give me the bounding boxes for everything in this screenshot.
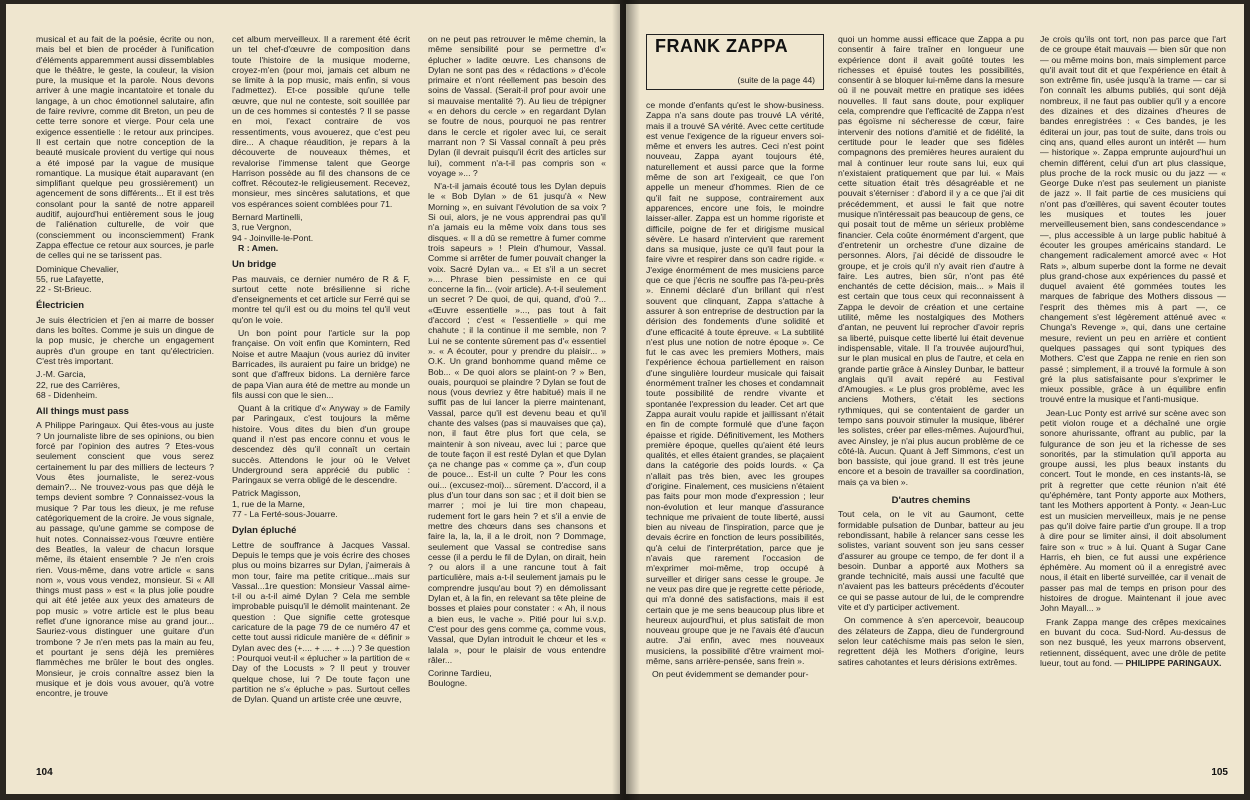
article-paragraph: On commence à s'en apercevoir, beaucoup des zélateurs de Zappa, dieu de l'underground selon leur catéchisme mais pas selon le sien, regrettent déjà les Mothers d'origine, leurs satires cahotantes et leurs dérisions extrêmes. bbox=[838, 615, 1024, 667]
editor-reply: R : Amen. bbox=[238, 242, 279, 253]
letter-signature-city: 22 - St-Brieuc. bbox=[36, 284, 92, 295]
article-paragraph bbox=[1040, 617, 1226, 668]
letter-signature-address: 1, rue de la Marne, bbox=[232, 498, 305, 509]
article-paragraph: Je crois qu'ils ont tort, non pas parce que l'art de ce groupe était mauvais — bien sûr que non — ou même moins bon, mais simplement parce qu'il avait tout dit et que l'expérience en était à son extrême fin, usée jusqu'à la trame — car si l'on connaît les albums publiés, qui sont déjà nombreux, il ne faut pas oublier qu'il y a encore des dizaines et des dizaines d'heures de bandes enregistrées : « Ces bandes, je les éditerai un jour, pas tout de suite, dans trois ou cinq ans, quand elles auront un intérêt — hum — historique ». Zappa emprunte aujourd'hui un chemin différent, celui d'un art plus classique, plus proche de la rock music ou du jazz — « George Duke n'est pas seulement un pianiste de jazz ». Il fait partie de ces musiciens qui n'ont pas d'œillères, qui savent écouter toutes les musiques et toutes les jouer merveilleusement bien, sans condescendance » —, plus accessible à un large public habitué à écouter les groupes américains standard. Le changement radicalement amorcé avec « Hot Rats », album superbe dont la forme ne devait plus grand-chose aux expériences du passé et duquel avaient été gommées toutes les marques de fabrique des Mothers dissous — l'esprit des thèmes mis à part —, ce changement s'est légèrement atténué avec « Chunga's Revenge », qui, dans une certaine mesure, revient un peu en arrière et contient quelques passages qui sont typiques des Mothers. C'est que Zappa ne renie en rien son passé ; simplement, il a trouvé la formule à son gré la plus satisfaisante pour s'exprimer le mieux possible, grâce à un équilibre enfin trouvé entre la musique et l'anti-musique. bbox=[1040, 34, 1226, 405]
letter-paragraph: Pas mauvais, ce dernier numéro de R & F, surtout cette note brésilienne si riche d'enseignements et cet article sur Ferré qui se montre tel qu'il est ou du moins tel qu'il veut qu'on le voie. bbox=[232, 273, 410, 325]
letter-signature-name: J.-M. Garcia, bbox=[36, 369, 86, 380]
article-title: FRANK ZAPPA bbox=[655, 36, 789, 56]
letter-paragraph: N'a-t-il jamais écouté tous les Dylan depuis le « Bob Dylan » de 61 jusqu'à « New Morning », en suivant l'évolution de sa voix ? Si oui, alors, je ne vous apprendrai pas qu'il n'a jamais eu la même voix dans tous ses disques. « Il a dû se remettre à fumer comme trois sapeurs » ! Plein d'humour, Vassal. Comme si arrêter de fumer pouvait changer la voix. Sacré Dylan va... « Et s'il a un secret ».... Phrase bien pessimiste en ce qui concerne la fin... (voir article). A-t-il seulement un secret ? De quoi, de qui, quand, d'où ?... «Œuvre essentielle »..., pas tout à fait d'accord ; c'est « l'essentielle » qui me chahute ; il la continue il me semble, non ? Lui ne se contente sûrement pas d'« essentiel ». « A écouter, pour y prendre du plaisir... » O.K. Un grand bonhomme quand même ce Bob... « De quoi alors se plaint-on ? » Ben, ouais, pourquoi se plaindre ? Dylan se fout de nous (vous devriez y être habitué) mais il ne suffit pas de lui lancer la pierre maintenant, Vassal, parce qu'il est devenu beau et qu'il chante des valses (pas si mauvaises que ça), non, il faut être plus fort que cela, se maintenir à son niveau, avec lui ; parce que de toute façon il est resté Dylan et que Dylan ça ne change pas « comme ça », d'un coup de pouce... Est-il un culte ? Pour les cons oui... (excusez-moi)... sûrement. D'accord, il a plus d'un tour dans son sac ; et il doit bien se marrer ; moi je lui tire mon chapeau, rudement fort le gars hein ? et s'il a envie de mettre des chœurs dans ses chansons et faire la, la, la, il a le droit, non ? Dommage, seulement que Vassal se contredise sans cesse (il a perdu le fil de Dylan, on dirait, hein ? ou alors il a une rancune tout à fait particulière, mais a-t-il seulement jamais pu le comprendre jusqu'au bout ?) en démolissant Dylan et, à la fin, en relevant sa tête pleine de bosses et plaies pour constater : « Ah, il nous a bien eus, le vache ». Pitié pour lui s.v.p. C'est pour des gens comme ça, comme vous, Vassal, que Dylan introduit le chœur et les « lalala », pour le plaisir de vous entendre râler... bbox=[428, 181, 606, 665]
letter-paragraph: on ne peut pas retrouver le même chemin, la même sensibilité pour se permettre d'« éplucher » ladite œuvre. Les chansons de Dylan ne sont pas des « rédactions » d'école primaire et n'ont réellement pas besoin des soins de Vassal. (Serait-il prof pour avoir une si mauvaise mentalité ?). Au lieu de trépigner « en dehors du cercle » en regardant Dylan se foutre de nous, pourquoi ne pas rentrer dans le cercle et rigoler avec lui, ce serait marrant non ? Si Vassal connaît à peu près Dylan (il devrait puisqu'il écrit des articles sur lui), comment n'a-t-il pas compris son « voyage »... ? bbox=[428, 34, 606, 178]
page-number: 105 bbox=[1211, 767, 1228, 778]
left-column-2 bbox=[232, 34, 410, 758]
article-title-box bbox=[646, 34, 824, 90]
right-page bbox=[626, 4, 1244, 794]
letter-heading: Électricien bbox=[36, 300, 85, 312]
letter-paragraph: A Philippe Paringaux. Qui êtes-vous au juste ? Un journaliste libre de ses opinions, ou bien forcé par l'opinion des autres ? Etes-vous seulement conscient que vous serez certainement lu par des milliers de lecteurs ? Vous êtes journaliste, le serez-vous demain?... Ne trouvez-vous pas que déjà le temps devient sombre ? Connaissez-vous la musique ? Par tous les dieux, je me refuse catégoriquement de la croire. Je vous signale, au passage, qu'une gamme se compose de huit notes. Connaissez-vous l'œuvre entière des Beatles, la valeur de chacun lorsque même, ils étaient ensemble ? Je n'en crois rien. Vous-même, dans votre article « sans nom », vous vous vendez, monsieur. Si « All things must pass » est « la plus jolie poudre qui ait été jetée aux yeux des amateurs de pop music » votre article est le plus beau reflet d'une ignorance mise au grand jour... Sauriez-vous distinguer une guitare d'un trombone ? Je n'en mets pas la main au feu, et pourtant je sens déjà les premières flammèches me brûler le bout des ongles. Monsieur, je crois connaître assez bien la musique et je dois vous avouer, qu'à votre encontre, je trouve bbox=[36, 420, 214, 699]
letter-signature-city: 68 - Didenheim. bbox=[36, 389, 98, 400]
letter-signature-city: 77 - La Ferté-sous-Jouarre. bbox=[232, 509, 338, 520]
letter-paragraph: cet album merveilleux. Il a rarement été écrit un tel chef-d'œuvre de composition dans toute l'histoire de la musique moderne, croyez-m'en (pour moi, jamais cet album ne se limite à la pop music, mais enfin, si vous l'admettez). Et-ce possible qu'une telle œuvre, que nul ne conteste, soit souillée par un de ces hommes si contestés ? Il se passe en moi, l'exact contraire de vos ressentiments, vous avouerez, que c'est peu dire... A chaque réaudition, je repars à la découverte de nouveaux thèmes, et revalorise l'immense talent que George Harrison possède au fil des chansons de ce coffret. Récoutez-le religieusement. Recevez, monsieur, mes sincères salutations, et que vos espérances soient comblées pour 71. bbox=[232, 34, 410, 209]
letter-paragraph: Lettre de souffrance à Jacques Vassal. Depuis le temps que je vois écrire des choses plus ou moins bizarres sur Dylan, j'aimerais à mon tour, faire ma petite critique...mais sur Vassal...1re question: Monsieur Vassal aime-t-il ou a-t-il aimé Dylan ? Cela me semble improbable puisqu'il le démolit maintenant. 2e question : Que signifie cette grotesque caricature de la page 79 de ce numéro 47 et cette tout aussi ridicule manière de « définir » Dylan avec des (+.... + .... + ....) ? 3e question : Pourquoi veut-il « éplucher » la partition de « Day of the Locusts » ? Il peut y trouver quelque chose, lui ? De toute façon une partition ne s'« épluche » pas. Surtout celles de Dylan. Quand un artiste crée une œuvre, bbox=[232, 539, 410, 705]
letter-paragraph: Un bon point pour l'article sur la pop française. On voit enfin que Komintern, Red Noise et autre Maajun (vous auriez dû inviter Barricades, ils auraient pu faire un bridge) ne sont que d'affreux bidons. La dernière farce de papa Vian aura été de mettre au monde un fils aussi con que le sien... bbox=[232, 328, 410, 400]
article-paragraph: ce monde d'enfants qu'est le show-business. Zappa n'a sans doute pas trouvé LA vérité, mais il a trouvé SA vérité. Avec cette certitude est venue l'exigence de la rigueur envers soi-même et envers les autres. Ceci n'est point nouveau, Zappa ayant toujours été, naturellement et aussi parce que la forme même de son art l'exigeait, ce que l'on appelle un meneur d'hommes. Rien de ce qu'il fait ne suppose, contrairement aux apparences, encore une fois, le moindre laisser-aller. Zappa est un homme rigoriste et difficile, poigne de fer et dirigisme musical sévère. Le hasard n'intervient que rarement dans sa musique, juste ce qu'il faut pour la faire vivre et respirer dans son cadre rigide. « J'exige énormément de mes musiciens parce que ce que j'écris ne souffre pas l'à-peu-près ». Ennemi déclaré d'un brillant qui n'est souvent que clinquant, Zappa s'attache à assurer à son entreprise de destruction par la dérision des fondements d'une solidité et d'une efficacité à toute épreuve. « La subtilité n'est plus une notion de notre époque ». Ce fut le cas avec les premiers Mothers, mais l'expérience échoua partiellement en raison d'une singulière lourdeur musicale qui faisait énormément traîner les choses et condamnait toute possibilité de rendre vivante et spontanée l'expression du leader. Cet art que Zappa aurait voulu rapide et jaillissant n'était en fin de compte formulé que d'une façon épaisse et rigide. Définitivement, les Mothers première époque, quelles qu'aient été leurs qualités, et elles étaient grandes, se plaçaient dans la catégorie des poids lourds. « Ça n'allait pas très bien, avec les groupes d'origine. Finalement, ces musiciens n'étaient pas faits pour mon mode d'expression ; leur non-évolution et leur manque d'assurance technique me privaient de toute liberté, aussi bien au niveau de l'inspiration, parce que je devais écrire en fonction de leurs possibilités, qu'à celui de l'interprétation, parce que je n'avais que rarement l'occasion de m'exprimer moi-même, trop occupé à surveiller et diriger sans cesse le groupe. Je ne veux pas dire que je regrette cette période, qui m'a donné des satisfactions, mais il est certain que je me sens beaucoup plus libre et heureux aujourd'hui, et plus satisfait de mon nouveau groupe que je ne l'avais été d'aucun autre. J'ai enfin, avec mes nouveaux musiciens, la possibilité d'être vraiment moi-même, sans arrière-pensée, sans frein ». bbox=[646, 100, 824, 667]
right-column-2 bbox=[838, 34, 1024, 758]
letter-signature-address: 55, rue Lafayette, bbox=[36, 273, 104, 284]
letter-signature-address: 3, rue Vergnon, bbox=[232, 222, 292, 233]
letter-heading: Dylan épluché bbox=[232, 525, 297, 537]
letter-signature-address: 22, rue des Carrières, bbox=[36, 379, 121, 390]
closing-text: Frank Zappa mange des crêpes mexicaines en buvant du coca. Sud-Nord. Au-dessus de son nez busqué, les yeux marrons observent, retiennent, disséquent, avec une drôle de petite lueur, tout au fond. — bbox=[1040, 616, 1226, 668]
article-paragraph: quoi un homme aussi efficace que Zappa a pu consentir à faire traîner en longueur une expérience dont il avait goûté toutes les richesses et épuisé toutes les possibilités, consentir à se bloquer lui-même dans la mesure où il ne pouvait mettre en pratique ses idées nouvelles. Il faut sans doute, pour expliquer cela, comprendre que l'efficacité de Zappa n'est pas égoïsme ni sécheresse de cœur, faire intervenir des notions d'amitié et de fidélité, la certitude pour le leader que ses fidèles compagnons des premières heures auraient du mal à continuer leur route sans lui, eux qui n'existaient pratiquement que par lui. « Mais cette situation était très désagréable et ne pouvait s'éterniser : d'abord il y a ce que j'ai dit précédemment, et aussi le fait que notre musique n'intéressait pas beaucoup de gens, ce qui posait tout de même un sérieux problème financier. Cela coûte énormément d'argent, que d'entretenir un orchestre d'une dizaine de personnes. Alors, j'ai décidé de dissoudre le groupe, et je crois qu'il n'y avait rien d'autre à faire. Les autres, bien sûr, n'ont pas été enchantés de cette décision, mais... » Mais il est certain que tous ceux qui reconnaissent à Zappa le devoir de création et une certaine utilité, même les nostalgiques des Mothers d'antan, ne peuvent lui reprocher d'avoir repris sa liberté, puisque cette liberté lui était devenue indispensable, vitale. Il l'a trouvée aujourd'hui, sur le plan musical en plus de l'autre, et cela en grande partie grâce à Ainsley Dunbar, le batteur anglais qu'il avait repéré au Festival d'Amougies. « Le plus gros problème, avec les anciens Mothers, c'était les sections rythmiques, qui se contentaient de garder un tempo sans pouvoir stimuler la musique, libérer les solistes, créer par elles-mêmes. Aujourd'hui, avec Ainsley, je n'ai plus aucun problème de ce côté-là. Aucun. Quant à Jeff Simmons, c'est un bon bassiste, qui joue grand. Il est très jeune encore et a besoin de travailler sa coordination, mais ça va bien ». bbox=[838, 34, 1024, 487]
letter-paragraph: Je suis électricien et j'en ai marre de bosser dans les boîtes. Comme je suis un dingue de la pop music, je cherche un engagement auprès d'un groupe en tant qu'électricien. C'est très important. bbox=[36, 314, 214, 366]
letter-signature-name: Bernard Martinelli, bbox=[232, 212, 303, 223]
left-page bbox=[6, 4, 620, 794]
letter-signature-city: 94 - Joinville-le-Pont. bbox=[232, 232, 314, 243]
letter-heading: Un bridge bbox=[232, 259, 277, 271]
author-signoff: PHILIPPE PARINGAUX. bbox=[1125, 657, 1222, 668]
letter-heading: All things must pass bbox=[36, 406, 129, 418]
letter-signature-city: Boulogne. bbox=[428, 678, 468, 689]
continuation-note: (suite de la page 44) bbox=[737, 74, 815, 85]
letter-signature-name: Dominique Chevalier, bbox=[36, 263, 119, 274]
letter-signature-name: Corinne Tardieu, bbox=[428, 668, 492, 679]
left-column-1 bbox=[36, 34, 214, 758]
article-paragraph: On peut évidemment se demander pour- bbox=[652, 669, 809, 680]
letter-signature-name: Patrick Magisson, bbox=[232, 488, 301, 499]
letter-paragraph: musical et au fait de la poésie, écrite ou non, mais bel et bien de procéder à l'unification d'éléments apparemment aussi dissemblables que le théâtre, le geste, la couleur, la vision pure, la musique et la parole. Nous devons arriver à une magie incantatoire et tonale du langage, à un choc émotionnel salutaire, afin de faire revivre, comme dit Breton, un peu de cette terre sonore et vierge. Pour cela une exigence essentielle : le retour aux principes. Il est certain que notre conception de la beauté musicale provient du vertige qui nous a été imposé par la vague de musique romantique. La musique était auparavant (en simplifiant quelque peu grossièrement) un agencement de sons différents... Et il est très consolant pour la santé de notre appareil auditif, aujourd'hui entièrement sous le joug de l'aliénation culturelle, de voir que (consciemment ou inconsciemment) Frank Zappa effectue ce retour aux sources, je parle de celles qui ne se tarissent pas. bbox=[36, 34, 214, 261]
left-column-3 bbox=[428, 34, 606, 758]
right-column-1 bbox=[646, 34, 824, 758]
article-subheading: D'autres chemins bbox=[891, 495, 971, 507]
right-column-3 bbox=[1040, 34, 1226, 758]
letter-paragraph: Quant à la critique d'« Anyway » de Family par Paringaux, c'est toujours la même histoire. Vous dites du bien d'un groupe quand il n'est pas encore connu et vous le descendez dès qu'il connaît un certain succès. Attendons le jour où le Velvet Underground sera apprécié du public : Paringaux se verra obligé de le descendre. bbox=[232, 403, 410, 486]
page-number: 104 bbox=[36, 767, 53, 778]
article-paragraph: Tout cela, on le vit au Gaumont, cette formidable pulsation de Dunbar, batteur au jeu rebondissant, habile à relancer sans cesse les solistes, variant souvent son jeu sans cesser d'assurer au groupe ce tempo, de fer dont il a besoin. Dunbar a apporté aux Mothers sa grande technicité, mais aussi une faculté que n'avaient pas les batteurs précédents d'écouter ce qui se passe autour de lui, de le comprendre vite et d'y participer activement. bbox=[838, 509, 1024, 613]
article-paragraph: Jean-Luc Ponty est arrivé sur scène avec son petit violon rouge et a déchaîné une orgie sonore ahurissante, offrant au public, par la fulgurance de son jeu et la richesse de ses sonorités, par la stimulation qu'il apporta au groupe aussi, les plus beaux instants du concert. Tout le monde, en ces instants-là, se prit à regretter que cette réunion n'ait été qu'éphémère, tant Ponty apporte aux Mothers, tant les Mothers apportent à Ponty. « Jean-Luc est un musicien merveilleux, mais je ne pense pas qu'il doive faire partie d'un groupe. Il a trop à dire pour se limiter ainsi, il doit absolument faire son « truc » à lui. Quant à Sugar Cane Harris, eh bien, ce fut aussi une expérience éphémère. Au moment où il a enregistré avec nous, il était en liberté surveillée, car il venait de passer pas mal de temps en prison pour des histoires de drogue. Maintenant il joue avec John Mayall... » bbox=[1040, 407, 1226, 614]
